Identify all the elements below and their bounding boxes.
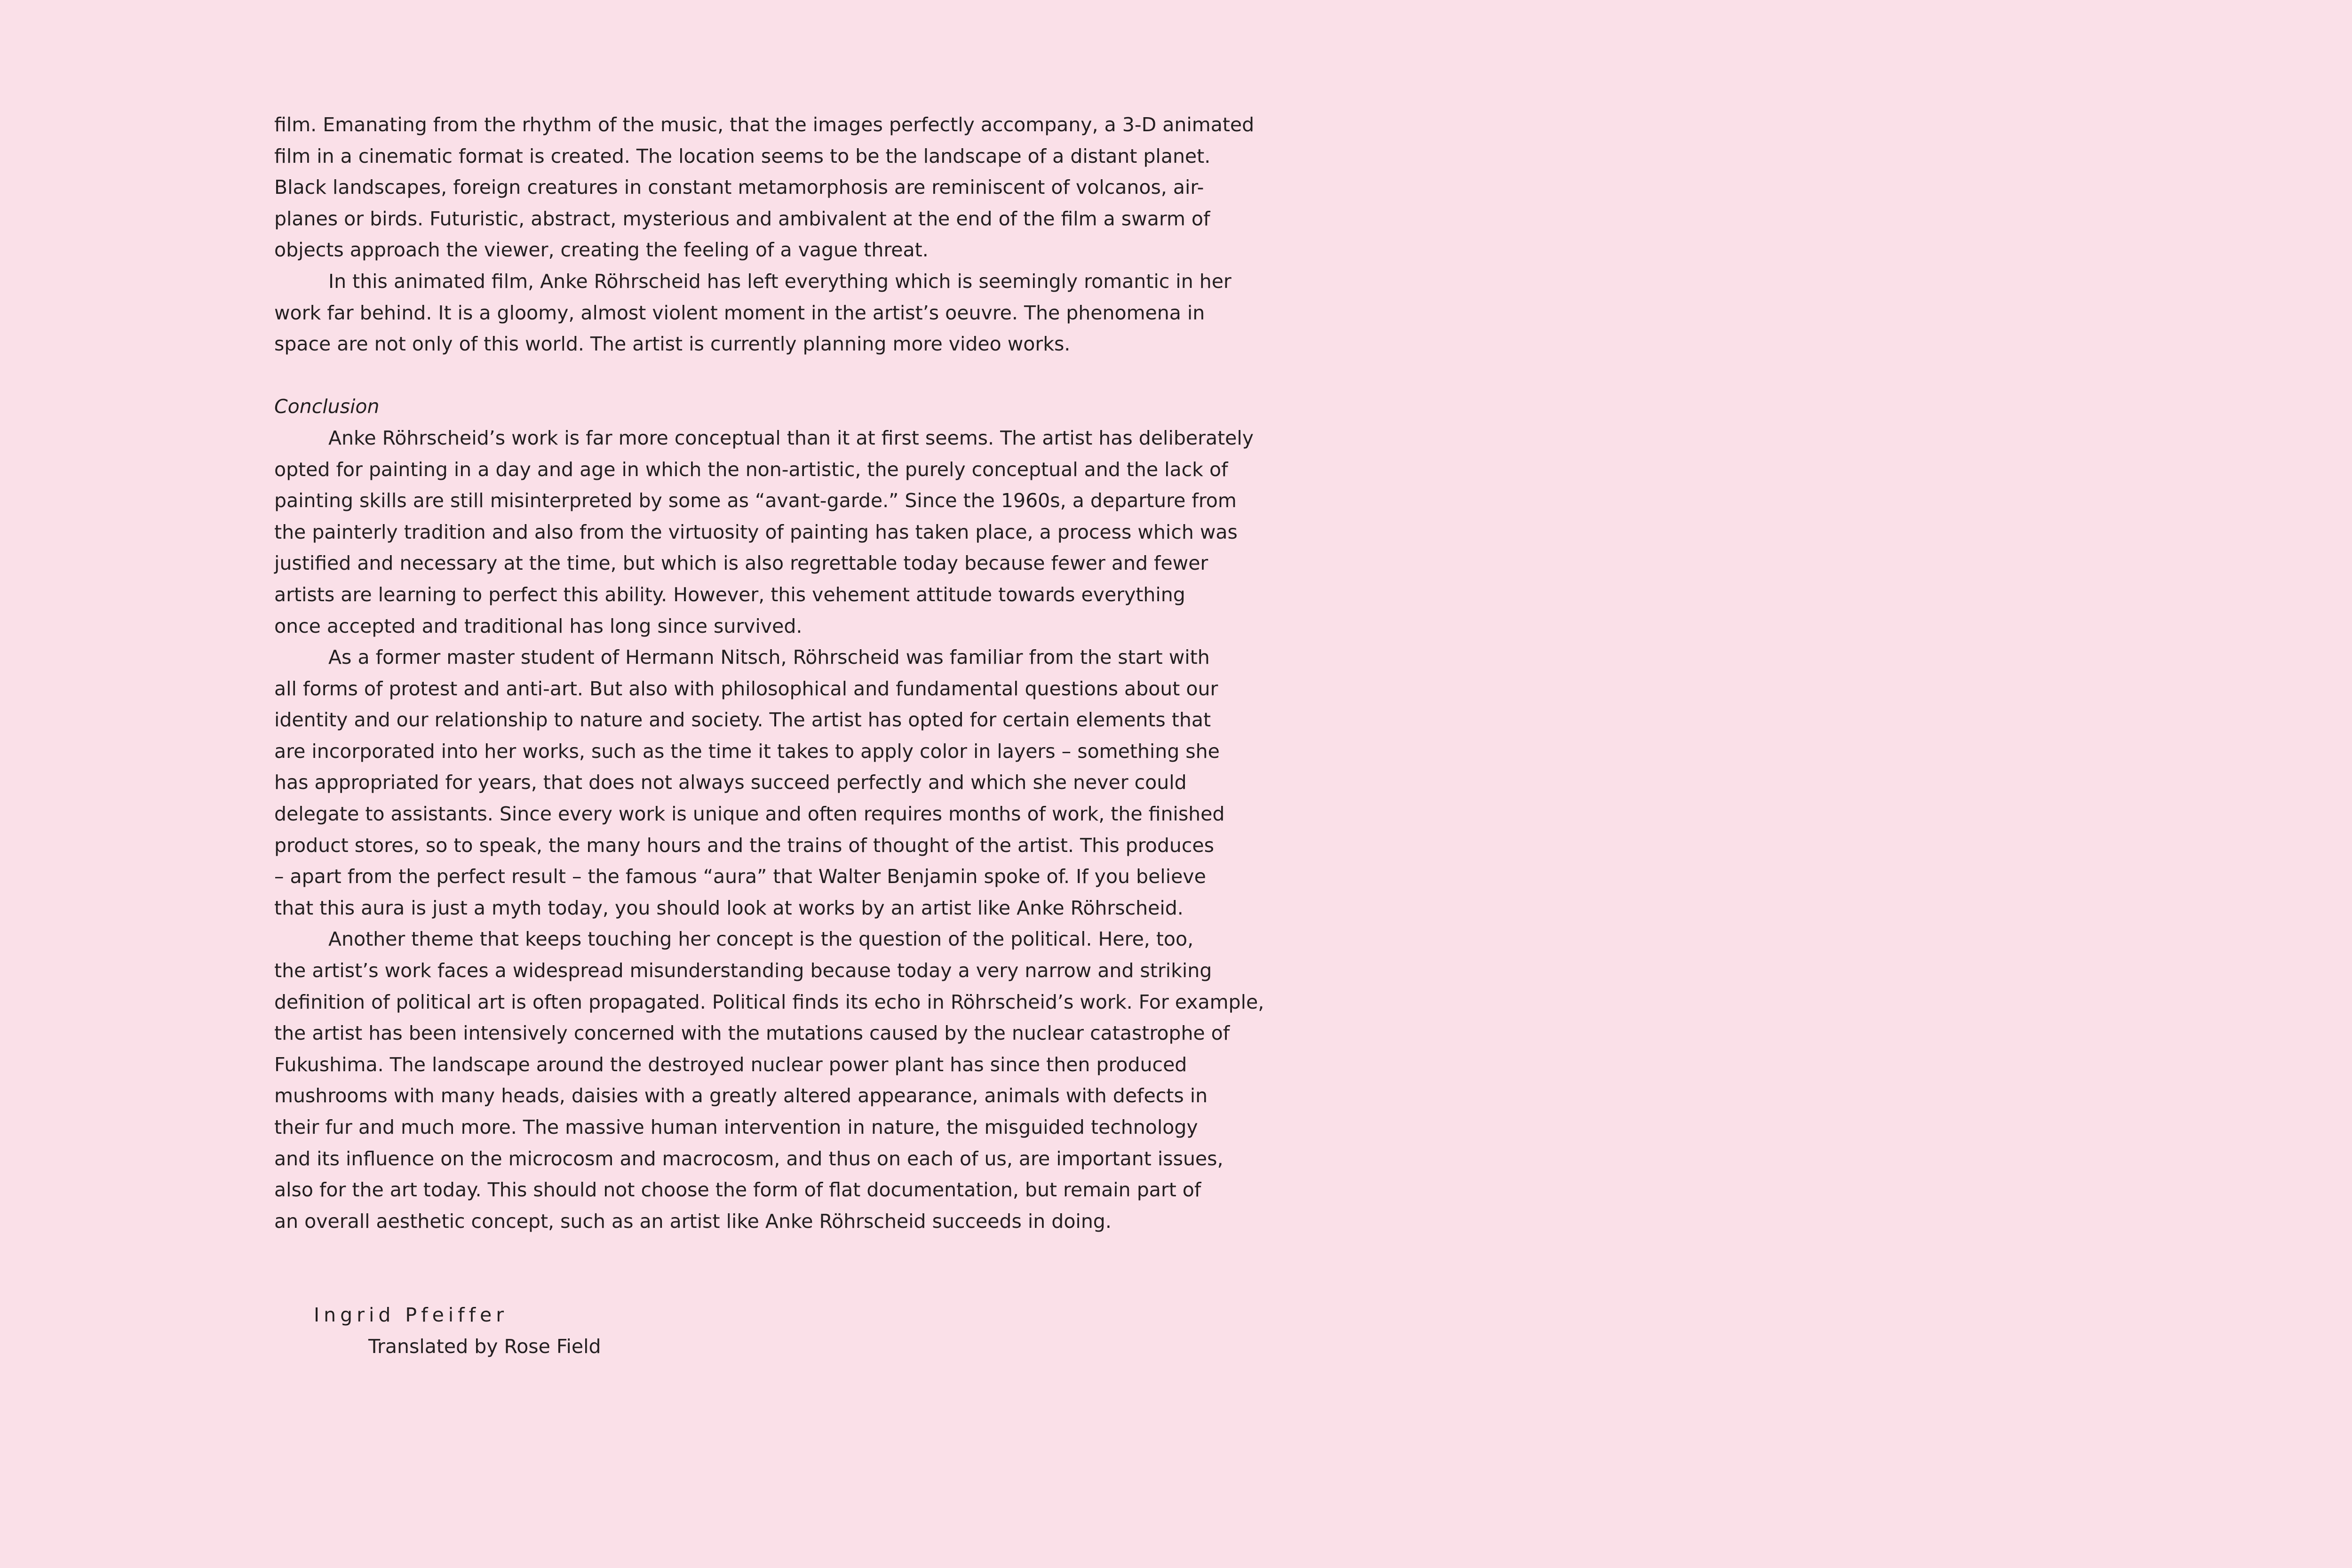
text-line: delegate to assistants. Since every work is unique and often requires months of work, the finished [274, 803, 1225, 826]
text-line: As a former master student of Hermann Nitsch, Röhrscheid was familiar from the start with [328, 646, 1210, 669]
text-line: identity and our relationship to nature and society. The artist has opted for certain elements that [274, 708, 1211, 732]
text-line: and its influence on the microcosm and macrocosm, and thus on each of us, are important issues, [274, 1147, 1224, 1170]
text-line: Another theme that keeps touching her concept is the question of the political. Here, too, [328, 928, 1194, 951]
paragraph-animated-film [274, 266, 1232, 360]
text-line: work far behind. It is a gloomy, almost violent moment in the artist’s oeuvre. The phenomena in [274, 301, 1205, 324]
text-line: In this animated film, Anke Röhrscheid has left everything which is seemingly romantic in her [328, 270, 1232, 293]
text-line: – apart from the perfect result – the famous “aura” that Walter Benjamin spoke of. If you believe [274, 865, 1206, 888]
text-line: the artist has been intensively concerned with the mutations caused by the nuclear catastrophe of [274, 1022, 1230, 1045]
text-line: definition of political art is often propagated. Political finds its echo in Röhrscheid’s work. For example, [274, 990, 1264, 1013]
text-line: an overall aesthetic concept, such as an artist like Anke Röhrscheid succeeds in doing. [274, 1210, 1112, 1233]
text-line: the artist’s work faces a widespread misunderstanding because today a very narrow and striking [274, 959, 1212, 982]
text-line: artists are learning to perfect this ability. However, this vehement attitude towards everything [274, 583, 1185, 606]
text-line: Fukushima. The landscape around the destroyed nuclear power plant has since then produced [274, 1053, 1187, 1076]
translator-credit: Translated by Rose Field [368, 1335, 601, 1358]
text-line: the painterly tradition and also from the virtuosity of painting has taken place, a process which was [274, 520, 1238, 543]
text-line: film in a cinematic format is created. The location seems to be the landscape of a distant planet. [274, 144, 1211, 167]
text-line: opted for painting in a day and age in which the non-artistic, the purely conceptual and the lack of [274, 458, 1228, 481]
text-line: all forms of protest and anti-art. But also with philosophical and fundamental questions about our [274, 677, 1218, 700]
section-gap [274, 360, 1167, 391]
paragraph-conclusion-3 [274, 923, 1264, 1237]
text-line: film. Emanating from the rhythm of the music, that the images perfectly accompany, a 3-D animated [274, 113, 1255, 136]
text-line: once accepted and traditional has long since survived. [274, 614, 803, 637]
text-line: that this aura is just a myth today, you should look at works by an artist like Anke Röhrscheid. [274, 896, 1184, 919]
text-line: objects approach the viewer, creating the feeling of a vague threat. [274, 239, 929, 262]
text-line: justified and necessary at the time, but which is also regrettable today because fewer and fewer [274, 552, 1208, 575]
text-line: are incorporated into her works, such as the time it takes to apply color in layers – something she [274, 740, 1220, 763]
article-body [274, 109, 1264, 1362]
paragraph-intro [274, 109, 1255, 266]
text-line: has appropriated for years, that does not always succeed perfectly and which she never could [274, 771, 1187, 794]
signature-gap [274, 1237, 1167, 1299]
paragraph-conclusion-2 [274, 642, 1225, 923]
text-line: painting skills are still misinterpreted by some as “avant-garde.” Since the 1960s, a departure from [274, 489, 1237, 512]
text-line: Anke Röhrscheid’s work is far more conceptual than it at first seems. The artist has deliberately [328, 426, 1254, 449]
text-line: mushrooms with many heads, daisies with a greatly altered appearance, animals with defects in [274, 1084, 1208, 1107]
text-line: space are not only of this world. The artist is currently planning more video works. [274, 333, 1071, 356]
section-heading-conclusion: Conclusion [274, 395, 380, 418]
text-line: also for the art today. This should not choose the form of flat documentation, but remain part of [274, 1178, 1201, 1202]
text-line: planes or birds. Futuristic, abstract, mysterious and ambivalent at the end of the film a swarm of [274, 207, 1210, 230]
paragraph-conclusion-1 [274, 422, 1254, 642]
text-line: Black landscapes, foreign creatures in constant metamorphosis are reminiscent of volcanos, air- [274, 176, 1204, 199]
text-line: their fur and much more. The massive human intervention in nature, the misguided technology [274, 1116, 1198, 1138]
text-line: product stores, so to speak, the many hours and the trains of thought of the artist. This produces [274, 834, 1214, 857]
author-name: Ingrid Pfeiffer [314, 1304, 509, 1327]
